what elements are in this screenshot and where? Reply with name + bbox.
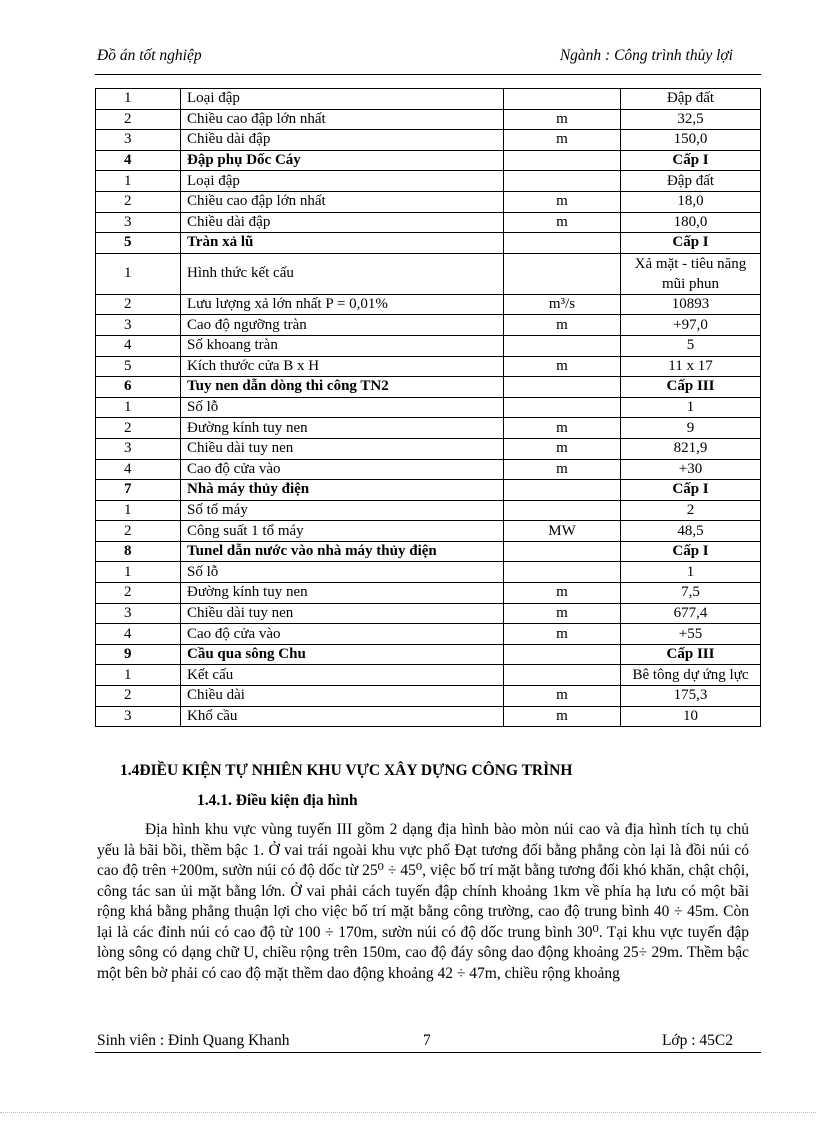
row-number: 3 <box>96 212 181 233</box>
row-value: Đập đất <box>621 171 761 192</box>
row-unit: m <box>504 603 621 624</box>
table-row <box>96 315 761 336</box>
row-item: Khổ cầu <box>181 706 504 727</box>
row-number: 3 <box>96 438 181 459</box>
row-item: Cao độ cửa vào <box>181 624 504 645</box>
table-row <box>96 89 761 110</box>
row-item: Lưu lượng xả lớn nhất P = 0,01% <box>181 294 504 315</box>
footer-class: Lớp : 45C2 <box>661 1032 733 1049</box>
row-unit <box>504 562 621 583</box>
footer-student: Sinh viên : Đinh Quang Khanh <box>97 1032 290 1049</box>
table-row <box>96 706 761 727</box>
row-unit: m <box>504 459 621 480</box>
page-header <box>97 47 733 71</box>
row-unit <box>504 377 621 398</box>
row-item: Kết cấu <box>181 665 504 686</box>
row-item: Cầu qua sông Chu <box>181 644 504 665</box>
row-unit: m <box>504 356 621 377</box>
row-number: 2 <box>96 521 181 542</box>
table-row <box>96 665 761 686</box>
row-unit: m <box>504 109 621 130</box>
row-unit: m³/s <box>504 294 621 315</box>
page-footer <box>97 1032 761 1054</box>
row-item: Chiều cao đập lớn nhất <box>181 191 504 212</box>
table-row <box>96 583 761 604</box>
specification-table <box>95 88 761 727</box>
row-item: Đường kính tuy nen <box>181 583 504 604</box>
row-item: Chiều dài <box>181 686 504 707</box>
row-number: 1 <box>96 562 181 583</box>
row-number: 8 <box>96 541 181 562</box>
row-number: 4 <box>96 150 181 171</box>
row-item: Tuy nen dẫn dòng thi công TN2 <box>181 377 504 398</box>
row-value: 821,9 <box>621 438 761 459</box>
row-unit: m <box>504 130 621 151</box>
table-row <box>96 562 761 583</box>
row-value: Bê tông dự ứng lực <box>621 665 761 686</box>
row-value: +30 <box>621 459 761 480</box>
row-item: Công suất 1 tổ máy <box>181 521 504 542</box>
row-number: 3 <box>96 706 181 727</box>
row-unit <box>504 89 621 110</box>
row-number: 4 <box>96 624 181 645</box>
row-value: Cấp I <box>621 150 761 171</box>
row-number: 1 <box>96 89 181 110</box>
row-item: Đường kính tuy nen <box>181 418 504 439</box>
table-row <box>96 603 761 624</box>
table-row <box>96 438 761 459</box>
table-row <box>96 418 761 439</box>
row-unit: m <box>504 212 621 233</box>
row-unit: m <box>504 191 621 212</box>
row-unit: m <box>504 418 621 439</box>
section-title: 1.4ĐIỀU KIỆN TỰ NHIÊN KHU VỰC XÂY DỰNG CÔNG TRÌNH <box>120 762 573 779</box>
table-row <box>96 150 761 171</box>
row-item: Chiều cao đập lớn nhất <box>181 109 504 130</box>
row-number: 3 <box>96 315 181 336</box>
row-value: 1 <box>621 397 761 418</box>
table-row <box>96 130 761 151</box>
row-unit <box>504 233 621 254</box>
row-item: Chiều dài đập <box>181 212 504 233</box>
footer-page-number: 7 <box>423 1032 431 1049</box>
row-unit <box>504 644 621 665</box>
row-item: Loại đập <box>181 171 504 192</box>
row-item: Số tổ máy <box>181 500 504 521</box>
row-item: Đập phụ Dốc Cáy <box>181 150 504 171</box>
row-unit <box>504 665 621 686</box>
row-value: 677,4 <box>621 603 761 624</box>
row-number: 2 <box>96 191 181 212</box>
row-number: 5 <box>96 356 181 377</box>
row-number: 2 <box>96 583 181 604</box>
row-unit <box>504 335 621 356</box>
table-row <box>96 109 761 130</box>
table-row <box>96 191 761 212</box>
row-value: 9 <box>621 418 761 439</box>
table-row <box>96 294 761 315</box>
row-item: Chiều dài đập <box>181 130 504 151</box>
row-number: 3 <box>96 130 181 151</box>
table-row <box>96 377 761 398</box>
table-row <box>96 171 761 192</box>
row-number: 2 <box>96 418 181 439</box>
row-value: 5 <box>621 335 761 356</box>
row-item: Số lỗ <box>181 397 504 418</box>
row-value: +97,0 <box>621 315 761 336</box>
row-item: Nhà máy thủy điện <box>181 480 504 501</box>
row-number: 1 <box>96 665 181 686</box>
table-row <box>96 356 761 377</box>
row-item: Loại đập <box>181 89 504 110</box>
table-row <box>96 686 761 707</box>
row-item: Hình thức kết cấu <box>181 253 504 294</box>
header-thesis-label: Đồ án tốt nghiệp <box>97 47 202 64</box>
row-number: 2 <box>96 109 181 130</box>
row-item: Kích thước cửa B x H <box>181 356 504 377</box>
row-number: 1 <box>96 253 181 294</box>
row-item: Cao độ cửa vào <box>181 459 504 480</box>
table-row <box>96 397 761 418</box>
row-unit <box>504 150 621 171</box>
row-number: 1 <box>96 171 181 192</box>
row-unit <box>504 253 621 294</box>
row-unit <box>504 397 621 418</box>
row-value: Cấp I <box>621 541 761 562</box>
row-number: 3 <box>96 603 181 624</box>
row-number: 5 <box>96 233 181 254</box>
row-value: 150,0 <box>621 130 761 151</box>
row-value: Xả mặt - tiêu năng mũi phun <box>621 253 761 294</box>
row-value: 18,0 <box>621 191 761 212</box>
header-major-label: Ngành : Công trình thủy lợi <box>559 47 733 64</box>
row-unit: m <box>504 315 621 336</box>
row-value: Cấp I <box>621 480 761 501</box>
row-value: 10893 <box>621 294 761 315</box>
row-number: 7 <box>96 480 181 501</box>
row-value: Cấp I <box>621 233 761 254</box>
table-row <box>96 541 761 562</box>
footer-divider <box>95 1052 761 1053</box>
row-number: 2 <box>96 686 181 707</box>
row-item: Chiều dài tuy nen <box>181 603 504 624</box>
row-value: Cấp III <box>621 377 761 398</box>
table-row <box>96 624 761 645</box>
row-unit <box>504 480 621 501</box>
row-item: Tunel dẫn nước vào nhà máy thủy điện <box>181 541 504 562</box>
row-number: 1 <box>96 500 181 521</box>
row-value: 175,3 <box>621 686 761 707</box>
row-item: Cao độ ngưỡng tràn <box>181 315 504 336</box>
table-row <box>96 459 761 480</box>
row-value: 10 <box>621 706 761 727</box>
row-number: 1 <box>96 397 181 418</box>
row-value: 1 <box>621 562 761 583</box>
table-row <box>96 335 761 356</box>
row-value: 48,5 <box>621 521 761 542</box>
page-edge <box>0 1112 816 1113</box>
row-number: 4 <box>96 459 181 480</box>
row-value: Cấp III <box>621 644 761 665</box>
row-item: Số lỗ <box>181 562 504 583</box>
row-number: 6 <box>96 377 181 398</box>
row-unit: m <box>504 624 621 645</box>
row-unit: m <box>504 686 621 707</box>
table-row <box>96 521 761 542</box>
row-unit <box>504 541 621 562</box>
row-item: Tràn xả lũ <box>181 233 504 254</box>
table-row <box>96 500 761 521</box>
row-unit <box>504 171 621 192</box>
header-divider <box>95 74 761 75</box>
terrain-paragraph: Địa hình khu vực vùng tuyến III gồm 2 dạng địa hình bào mòn núi cao và địa hình tích tụ chủ yếu là bãi bồi, thềm bậc 1. Ở vai trái ngoài khu vực phố Đạt tương đối bằng phẳng còn lại là đồi núi có cao độ trên +200m, sườn núi có độ dốc từ 25⁰ ÷ 45⁰, việc bố trí mặt bằng tương đối khó khăn, chật chội, công tác san ủi mặt bằng lớn. Ở vai phải cách tuyến đập chính khoảng 1km về phía hạ lưu có một bãi rộng khá bằng phẳng thuận lợi cho việc bố trí mặt bằng công trường, cao độ trung bình 40 ÷ 45m. Còn lại là các đỉnh núi có cao độ từ 100 ÷ 170m, sườn núi có độ dốc trung bình 30⁰. Tại khu vực tuyến đập lòng sông có dạng chữ U, chiều rộng trên 150m, cao độ đáy sông dao động khoảng 25÷ 29m. Thềm bậc một bên bờ phải có cao độ mặt thềm dao động khoảng 42 ÷ 47m, chiều rộng khoảng <box>97 821 749 982</box>
table-row <box>96 233 761 254</box>
row-value: 32,5 <box>621 109 761 130</box>
row-unit: m <box>504 583 621 604</box>
row-unit: m <box>504 438 621 459</box>
table-row <box>96 480 761 501</box>
row-number: 4 <box>96 335 181 356</box>
row-value: 180,0 <box>621 212 761 233</box>
specification-table-body <box>96 89 761 727</box>
row-number: 9 <box>96 644 181 665</box>
row-unit: MW <box>504 521 621 542</box>
table-row <box>96 212 761 233</box>
row-unit: m <box>504 706 621 727</box>
row-unit <box>504 500 621 521</box>
row-number: 2 <box>96 294 181 315</box>
row-item: Số khoang tràn <box>181 335 504 356</box>
row-value: +55 <box>621 624 761 645</box>
row-value: 11 x 17 <box>621 356 761 377</box>
row-value: 2 <box>621 500 761 521</box>
row-value: Đập đất <box>621 89 761 110</box>
table-row <box>96 253 761 294</box>
table-row <box>96 644 761 665</box>
subsection-title: 1.4.1. Điều kiện địa hình <box>197 792 358 809</box>
row-value: 7,5 <box>621 583 761 604</box>
row-item: Chiều dài tuy nen <box>181 438 504 459</box>
